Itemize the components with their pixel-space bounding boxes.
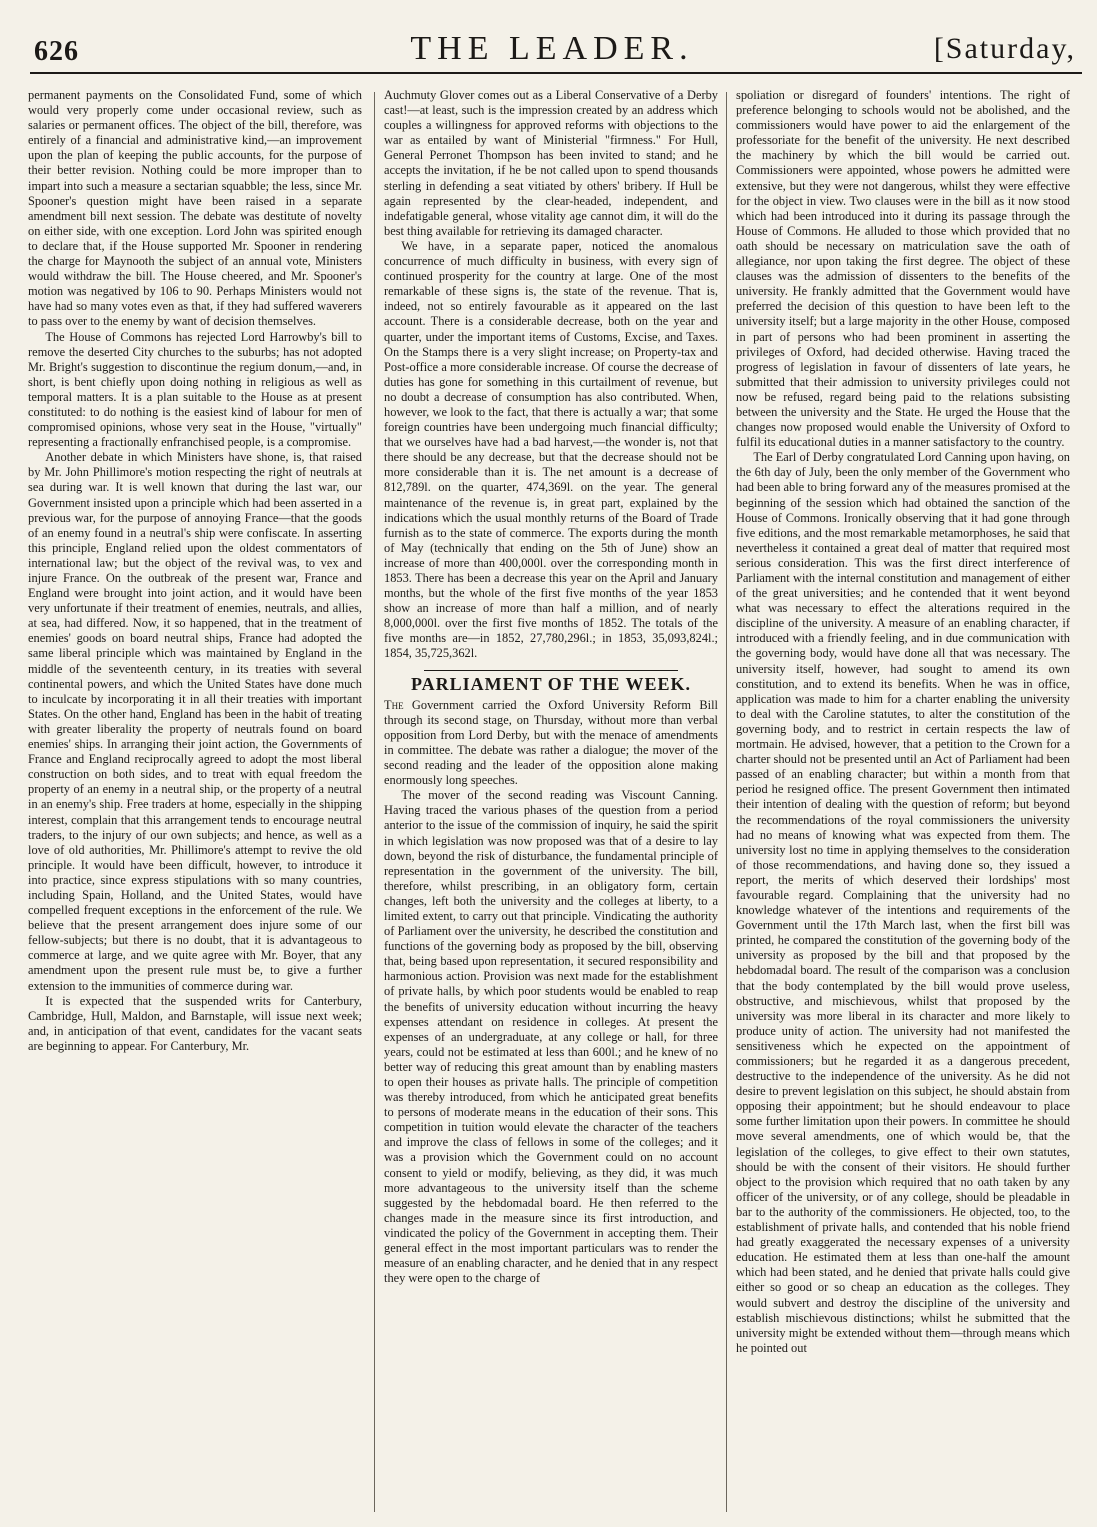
paragraph: permanent payments on the Consolidated Fund, some of which would very properly come under occasional review, such as salaries or permanent offices. The object of the bill, therefore, was entirely of a financial and administrative kind,—an improvement upon the plan of keeping the public accounts, for the purpose of their better revision. Nothing could be more improper than to impart into such a measure a sectarian squabble; the less, since Mr. Spooner's question might have been raised in a separate amendment bill next session. The debate was destitute of novelty on either side, with one exception. Lord John was spirited enough to declare that, if the House supported Mr. Spooner in rendering the charge for Maynooth the subject of an annual vote, Ministers would withdraw the bill. The House cheered, and Mr. Spooner's motion was negatived by 106 to 90. Perhaps Ministers would not have had so many votes even as that, if they had suffered waverers to pass over to the enemy by want of decision themselves. <box>28 88 362 329</box>
section-rule <box>424 670 678 671</box>
paragraph-text: Government carried the Oxford University Reform Bill through its second stage, on Thursday, without more than verbal opposition from Lord Derby, but with the menace of amendments in committee. The debate was rather a dialogue; the mover of the second reading and the leader of the opposition alone making enormously long speeches. <box>384 697 718 788</box>
column-divider <box>374 92 375 1512</box>
page-header <box>22 22 1082 72</box>
issue-day: [Saturday, <box>933 32 1076 65</box>
paragraph: spoliation or disregard of founders' intentions. The right of preference belonging to schools would not be abolished, and the commissioners would have power to aid the enlargement of the professoriate for the benefit of the university. He next described the machinery by which the bill would be carried out. Commissioners were appointed, whose powers he admitted were extensive, but they were not dangerous, whilst they were effective for the object in view. Two clauses were in the bill as it now stood which had been introduced into it during its passage through the House of Commons. He alluded to those which provided that no oath should be necessary on matriculation save the oath of allegiance, nor upon taking the first degree. The object of these clauses was the admission of dissenters to the benefits of the university. He frankly admitted that the Government would have preferred the decision of this question to have been left to the university itself; but a large majority in the other House, composed in part of persons who had been prominent in asserting the privileges of Oxford, had decided otherwise. Having traced the progress of legislation in favour of dissenters of late years, he submitted that their admission to university privileges could not now be refused, regard being paid to the relations subsisting between the university and the State. He urged the House that the changes now proposed would enable the University of Oxford to fulfil its educational duties in a manner satisfactory to the country. <box>736 88 1070 450</box>
column-2 <box>384 88 718 1506</box>
column-divider <box>726 92 727 1512</box>
section-heading: PARLIAMENT OF THE WEEK. <box>410 673 692 694</box>
header-rule <box>30 72 1082 74</box>
masthead-title: THE LEADER. <box>410 30 694 67</box>
paragraph: The mover of the second reading was Viscount Canning. Having traced the various phases of the question from a period anterior to the issue of the commission of inquiry, he said the spirit in which legislation was now proposed was that of a desire to lay down, beyond the risk of disturbance, the fundamental principle of representation in the government of the university. The bill, therefore, whilst prescribing, in an obligatory form, certain changes, left both the university and the colleges at liberty, to a limited extent, to carry out that principle. Vindicating the authority of Parliament over the university, he described the constitution and functions of the governing body as proposed by the bill, observing that, being based upon representation, it secured responsibility and harmonious action. Provision was next made for the establishment of private halls, by which poor students would be enabled to reap the benefits of university education without incurring the heavy expenses attendant on residence in colleges. At present the expenses of an undergraduate, at any college or hall, for three years, could not be estimated at less than 600l.; and he knew of no better way of reducing this great amount than by enabling masters to open their houses as private halls. The principle of competition was thereby introduced, from which he anticipated great benefits to persons of moderate means in the education of their sons. This competition in tuition would elevate the character of the teachers and improve the class of fellows in some of the colleges; and it was a provision which the Government could on no account consent to yield or modify, believing, as they did, it was much more advantageous to the university itself than the scheme suggested by the hebdomadal board. He then referred to the changes made in the measure since its first introduction, and vindicated the policy of the Government in accepting them. Their general effect in the most important particulars was to render the measure of an enabling character, and he denied that in any respect they were open to the charge of <box>384 788 718 1286</box>
column-3 <box>736 88 1070 1506</box>
paragraph: It is expected that the suspended writs for Canterbury, Cambridge, Hull, Maldon, and Barnstaple, will issue next week; and, in anticipation of that event, candidates for the vacant seats are beginning to appear. For Canterbury, Mr. <box>28 993 362 1053</box>
paragraph <box>384 698 718 789</box>
paragraph: Another debate in which Ministers have shone, is, that raised by Mr. John Phillimore's motion respecting the right of neutrals at sea during war. It is well known that during the last war, our Government insisted upon a principle which had been asserted in a previous war, for the purpose of annoying France—that the goods of an enemy found in a neutral's ship were confiscate. In asserting this principle, England relied upon the oldest commentators of international law; but the object of the revival was, to vex and injure France. On the outbreak of the present war, France and England were brought into joint action, and it would have been very unfortunate if their treatment of enemies, neutrals, and allies, at sea, had differed. Now, it so happened, that in the treatment of enemies' goods on board neutral ships, France had adopted the same liberal principle which was maintained by England in the middle of the seventeenth century, in its treaties with several continental powers, and which the United States have done much to inculcate by incorporating it in all their treaties with important States. On the other hand, England has been in the habit of treating with greater liberality the property of neutrals found on board enemies' ships. In arranging their joint action, the Governments of France and England reciprocally agreed to adopt the most liberal construction on both sides, and to treat with equal freedom the property of an enemy in a neutral ship, or the property of a neutral in an enemy's ship. Free traders at home, especially in the shipping interest, complain that this arrangement tends to encourage neutral traders, to the injury of our own subjects; and hence, as well as a love of old authorities, Mr. Phillimore's attempt to revive the old principle. It would have been difficult, however, to introduce it into practice, since express stipulations with so many countries, including Spain, Holland, and the United States, would have compelled frequent exceptions in the enforcement of the rule. We believe that the present arrangement does injure some of our fellow-subjects; but there is no doubt, that it is advantageous to commerce at large, and we quite agree with Mr. Boyer, that any amendment upon the present rule must be, to give a further extension to the immunities of commerce during war. <box>28 450 362 993</box>
paragraph: The House of Commons has rejected Lord Harrowby's bill to remove the deserted City churches to the suburbs; has not adopted Mr. Bright's suggestion to discontinue the regium donum,—and, in short, is bent chiefly upon doing nothing in religious as well as temporal matters. It is a plan suitable to the House as at present constituted: to do nothing is the easiest kind of labour for men of compromised opinions, whose very seat in the House, "virtually" representing a fractionally enfranchised people, is a compromise. <box>28 329 362 450</box>
paragraph: Auchmuty Glover comes out as a Liberal Conservative of a Derby cast!—at least, such is the impression created by an address which couples a willingness for approved reforms with objections to the war as entailed by want of Ministerial "firmness." For Hull, General Perronet Thompson has been invited to stand; and he accepts the invitation, if he be not called upon to spend thousands sterling in defending a seat vitiated by others' bribery. If Hull be again represented by the clear-headed, independent, and indefatigable general, whose vitality age cannot dim, it will do the best thing available for retrieving its damaged character. <box>384 88 718 238</box>
paragraph: We have, in a separate paper, noticed the anomalous concurrence of much difficulty in business, with every sign of continued prosperity for the country at large. One of the most remarkable of these signs is, the state of the revenue. That is, indeed, not so entirely favourable as it appeared on the last account. There is a considerable decrease, both on the year and quarter, under the important items of Customs, Excise, and Taxes. On the Stamps there is a very slight increase; on Property-tax and Post-office a more considerable increase. Of course the decrease of duties has gone for something in this curtailment of revenue, but no doubt a decrease of consumption has also contributed. When, however, we look to the fact, that there is actually a war; that some foreign countries have been undergoing much financial difficulty; that we ourselves have had a bad harvest,—the wonder is, not that there should be any decrease, but that the decrease should not be more considerable than it is. The net amount is a decrease of 812,789l. on the quarter, 474,369l. on the year. The general maintenance of the revenue is, in great part, explained by the indications which the usual monthly returns of the Board of Trade furnish as to the state of commerce. The exports during the month of May (technically that ending on the 5th of June) show an increase of more than 400,000l. over the corresponding month in 1853. There has been a decrease this year on the April and January months, but the whole of the first five months of the year 1853 show an increase of more than half a million, and of nearly 8,000,000l. over the first five months of 1852. The totals of the five months are—in 1852, 27,780,296l.; in 1853, 35,093,824l.; 1854, 35,725,362l. <box>384 238 718 661</box>
paragraph: The Earl of Derby congratulated Lord Canning upon having, on the 6th day of July, been the only member of the Government who had been able to bring forward any of the measures promised at the beginning of the session which had obtained the sanction of the House of Commons. Ironically observing that it had gone through five editions, and the most remarkable metamorphoses, he said that nevertheless it contained a great deal of matter that required most serious consideration. This was the first direct interference of Parliament with the internal constitution and management of either of the great universities; and he contended that it went beyond what was necessary to effect the alterations required in the discipline of the university. A measure of an enabling character, if introduced with a friendly feeling, and in due communication with the governing body, would have done all that was necessary. The university itself, however, had sought to amend its own constitution, and to extend its benefits. When he was in office, application was made to him for a charter enabling the university to deal with the Caroline statutes, to alter the constitution of the governing body, and to restrict in certain respects the law of mortmain. He advised, however, that a petition to the Crown for a charter should not be presented until an Act of Parliament had been passed of an enabling character; but within a month from that period he resigned office. The present Government then intimated their intention of dealing with the question of reform; but beyond the recommendations of the royal commissioners the university had no means of knowing what was expected from them. The university lost no time in applying themselves to the consideration of those recommendations, and having done so, they issued a report, the merits of which deserved their lordships' most favourable regard. Complaining that the university had no knowledge whatever of the intentions and requirements of the Government until the 17th March last, when the first bill was printed, he compared the constitution of the governing body of the university as proposed by the bill and that proposed by the hebdomadal board. The result of the comparison was a conclusion that the body contemplated by the bill would prove useless, obstructive, and mischievous, whilst that proposed by the university was more liberal in its character and more likely to produce unity of action. The university had not manifested the sensitiveness which he expected on the appointment of commissioners; but he regarded it as a dangerous precedent, destructive to the independence of the university. As he did not desire to prevent legislation on this subject, he should abstain from opposing their appointment; but he should endeavour to place some further limitation upon their powers. In committee he should move several amendments, one of which would be, that the legislation of the colleges, to give effect to their own statutes, should be with the consent of their visitors. He should further object to the provision which required that no oath taken by any officer of the university, or of any college, should be pleadable in bar to the authority of the commissioners. He objected, too, to the establishment of private halls, and contended that his noble friend had greatly exaggerated the necessary expenses of a university education. He estimated them at less than one-half the amount which had been stated, and he denied that private halls could give either so good or so cheap an education as the colleges. They would subvert and destroy the discipline of the university and establish mischievous distinctions; whilst he submitted that the university might be extended without them—through means which he pointed out <box>736 450 1070 1355</box>
section-lead-word: The <box>384 697 404 712</box>
column-1 <box>28 88 362 1506</box>
page-number: 626 <box>34 36 79 67</box>
